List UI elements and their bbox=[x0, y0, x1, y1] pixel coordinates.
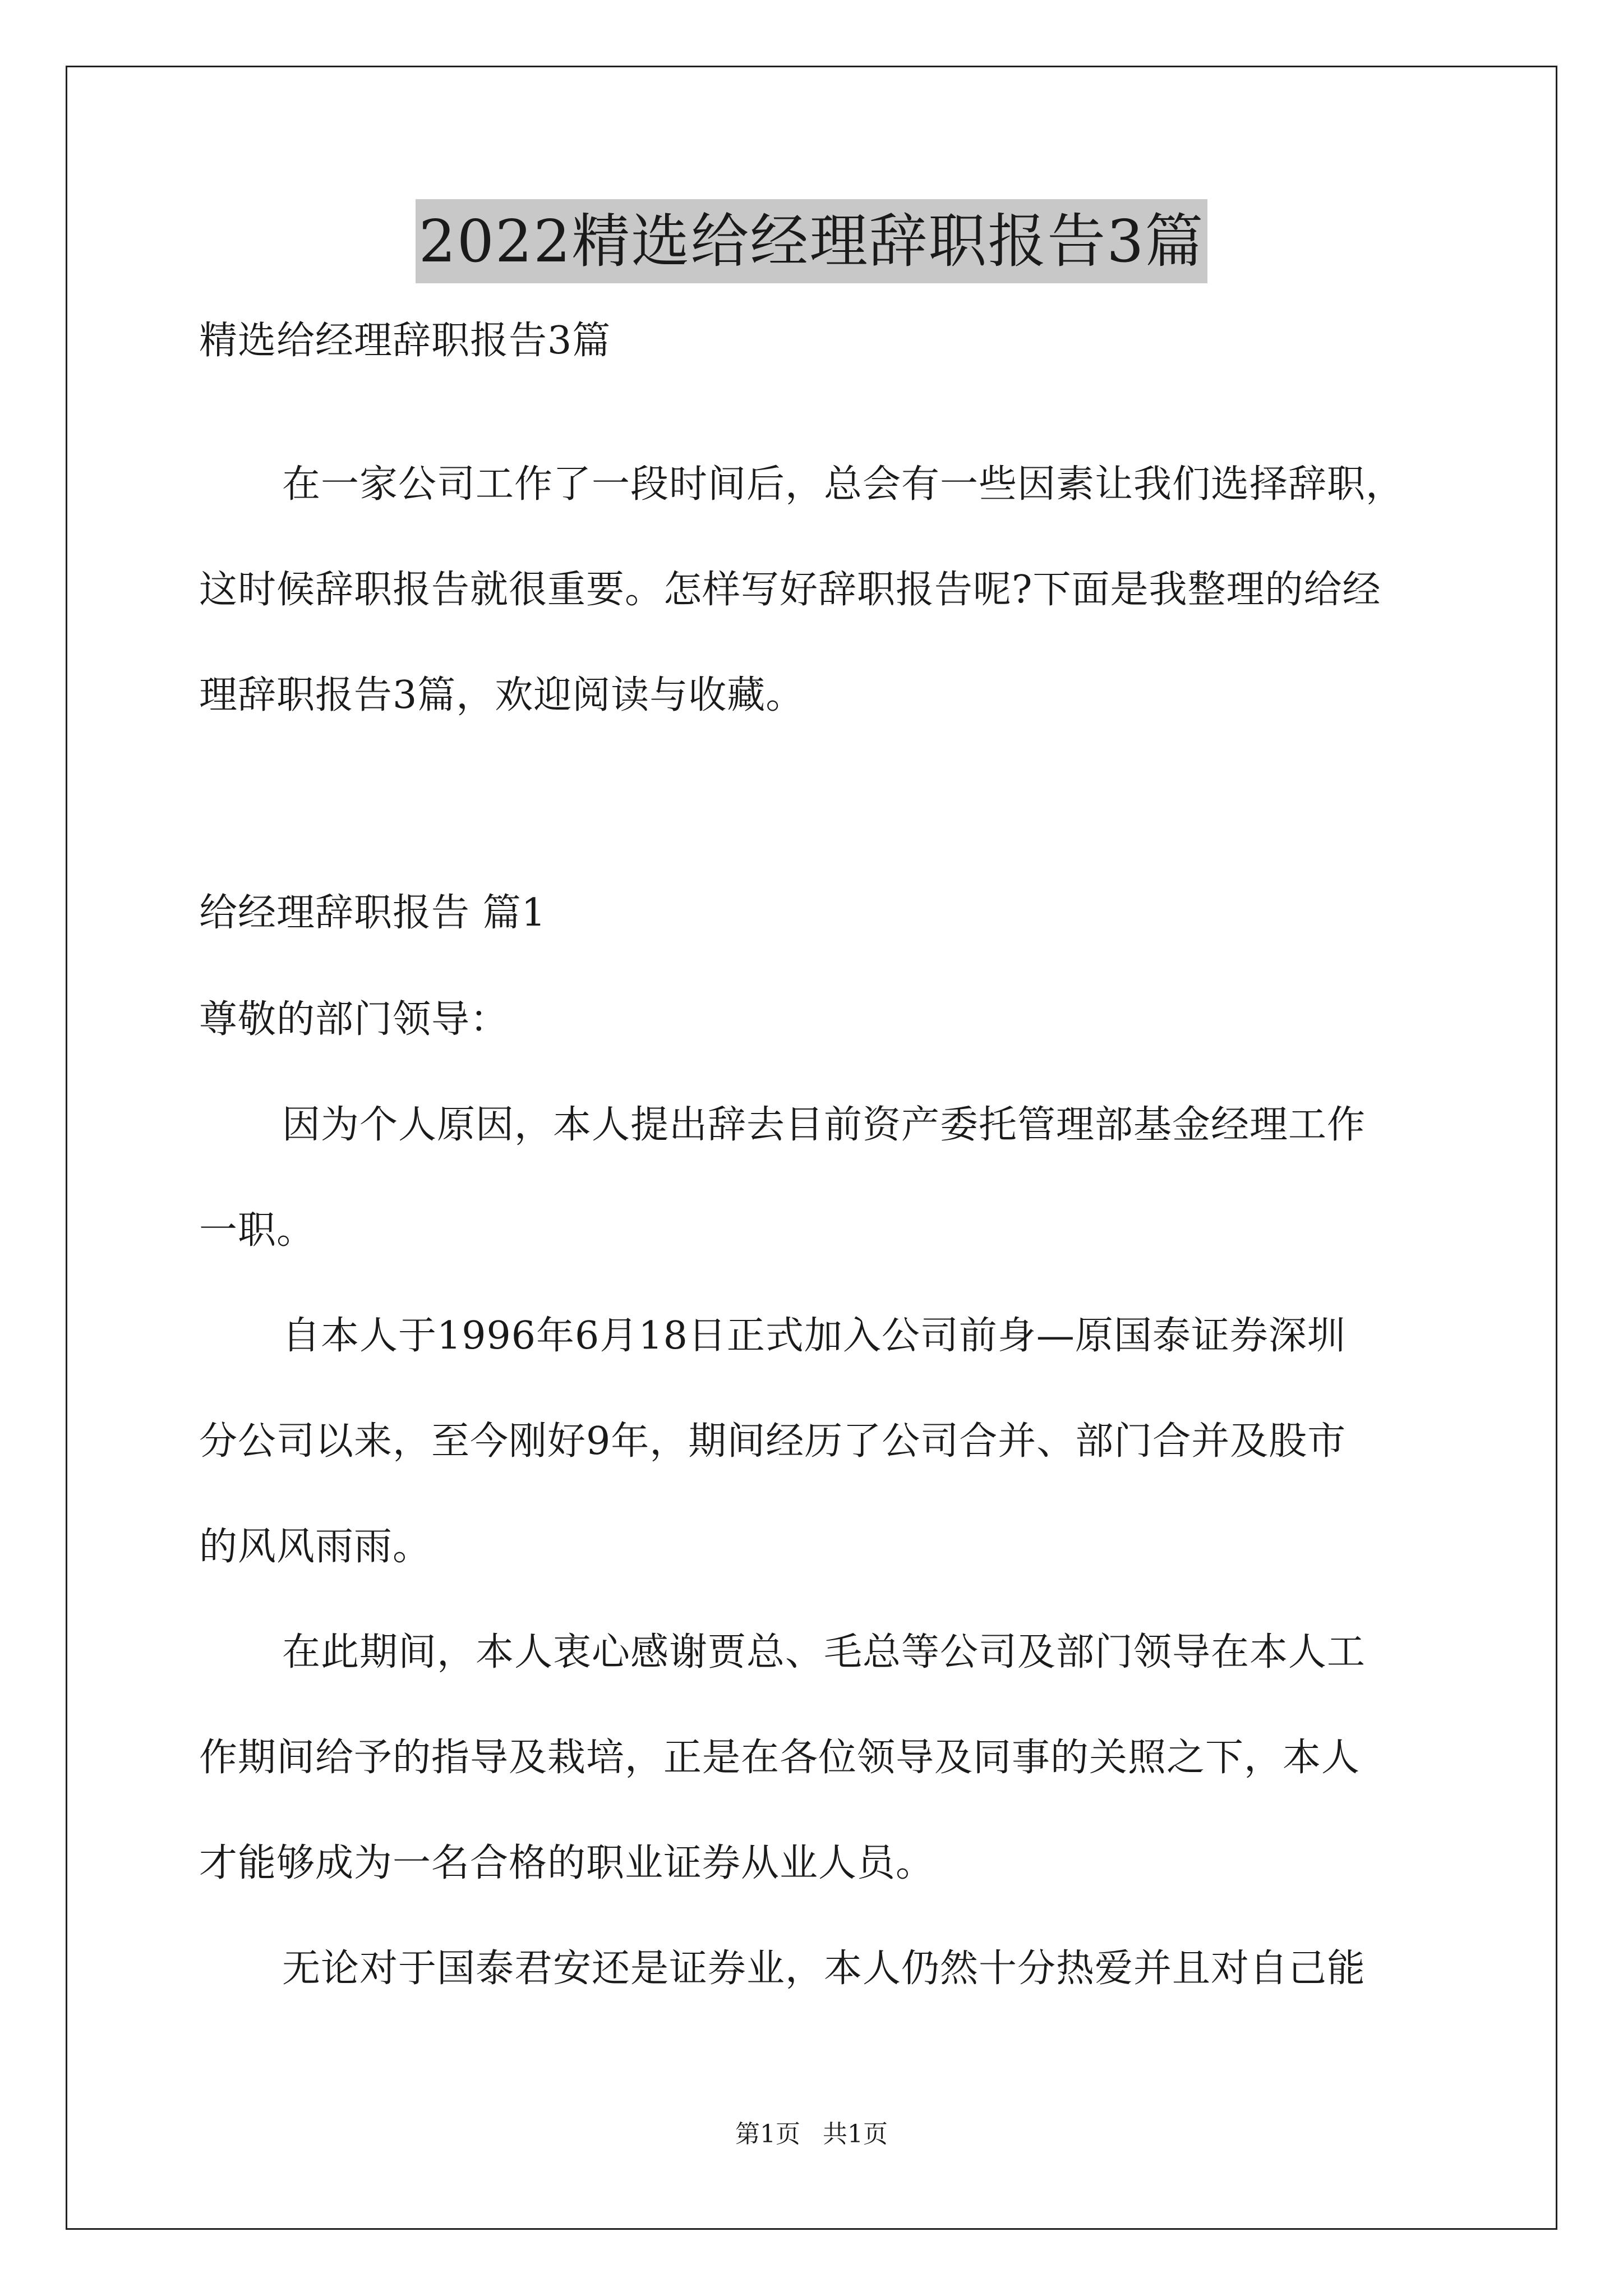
paragraph-line: 一职。 bbox=[199, 1208, 316, 1253]
subtitle-line: 精选给经理辞职报告3篇 bbox=[199, 319, 611, 363]
paragraph-line: 无论对于国泰君安还是证券业，本人仍然十分热爱并且对自己能 bbox=[282, 1947, 1366, 1991]
page-footer bbox=[0, 2118, 1623, 2151]
title-container bbox=[0, 199, 1623, 283]
paragraph-line: 才能够成为一名合格的职业证券从业人员。 bbox=[199, 1841, 935, 1885]
paragraph-line: 在此期间，本人衷心感谢贾总、毛总等公司及部门领导在本人工 bbox=[282, 1630, 1366, 1674]
page-number-total: 共1页 bbox=[823, 2120, 888, 2148]
salutation-line: 尊敬的部门领导： bbox=[199, 997, 509, 1042]
paragraph-line: 这时候辞职报告就很重要。怎样写好辞职报告呢?下面是我整理的给经 bbox=[199, 568, 1381, 612]
paragraph-line: 理辞职报告3篇，欢迎阅读与收藏。 bbox=[199, 673, 805, 717]
document-title: 2022精选给经理辞职报告3篇 bbox=[416, 199, 1208, 283]
section-heading: 给经理辞职报告 篇1 bbox=[199, 891, 546, 935]
paragraph-line: 作期间给予的指导及栽培，正是在各位领导及同事的关照之下，本人 bbox=[199, 1736, 1361, 1780]
paragraph-line: 在一家公司工作了一段时间后，总会有一些因素让我们选择辞职， bbox=[282, 462, 1405, 507]
paragraph-line: 分公司以来，至今刚好9年，期间经历了公司合并、部门合并及股市 bbox=[199, 1419, 1347, 1464]
paragraph-line: 的风风雨雨。 bbox=[199, 1525, 432, 1569]
paragraph-line: 自本人于1996年6月18日正式加入公司前身—原国泰证券深圳 bbox=[282, 1314, 1346, 1358]
paragraph-line: 因为个人原因，本人提出辞去目前资产委托管理部基金经理工作 bbox=[282, 1103, 1366, 1147]
page-number-current: 第1页 bbox=[735, 2120, 800, 2148]
